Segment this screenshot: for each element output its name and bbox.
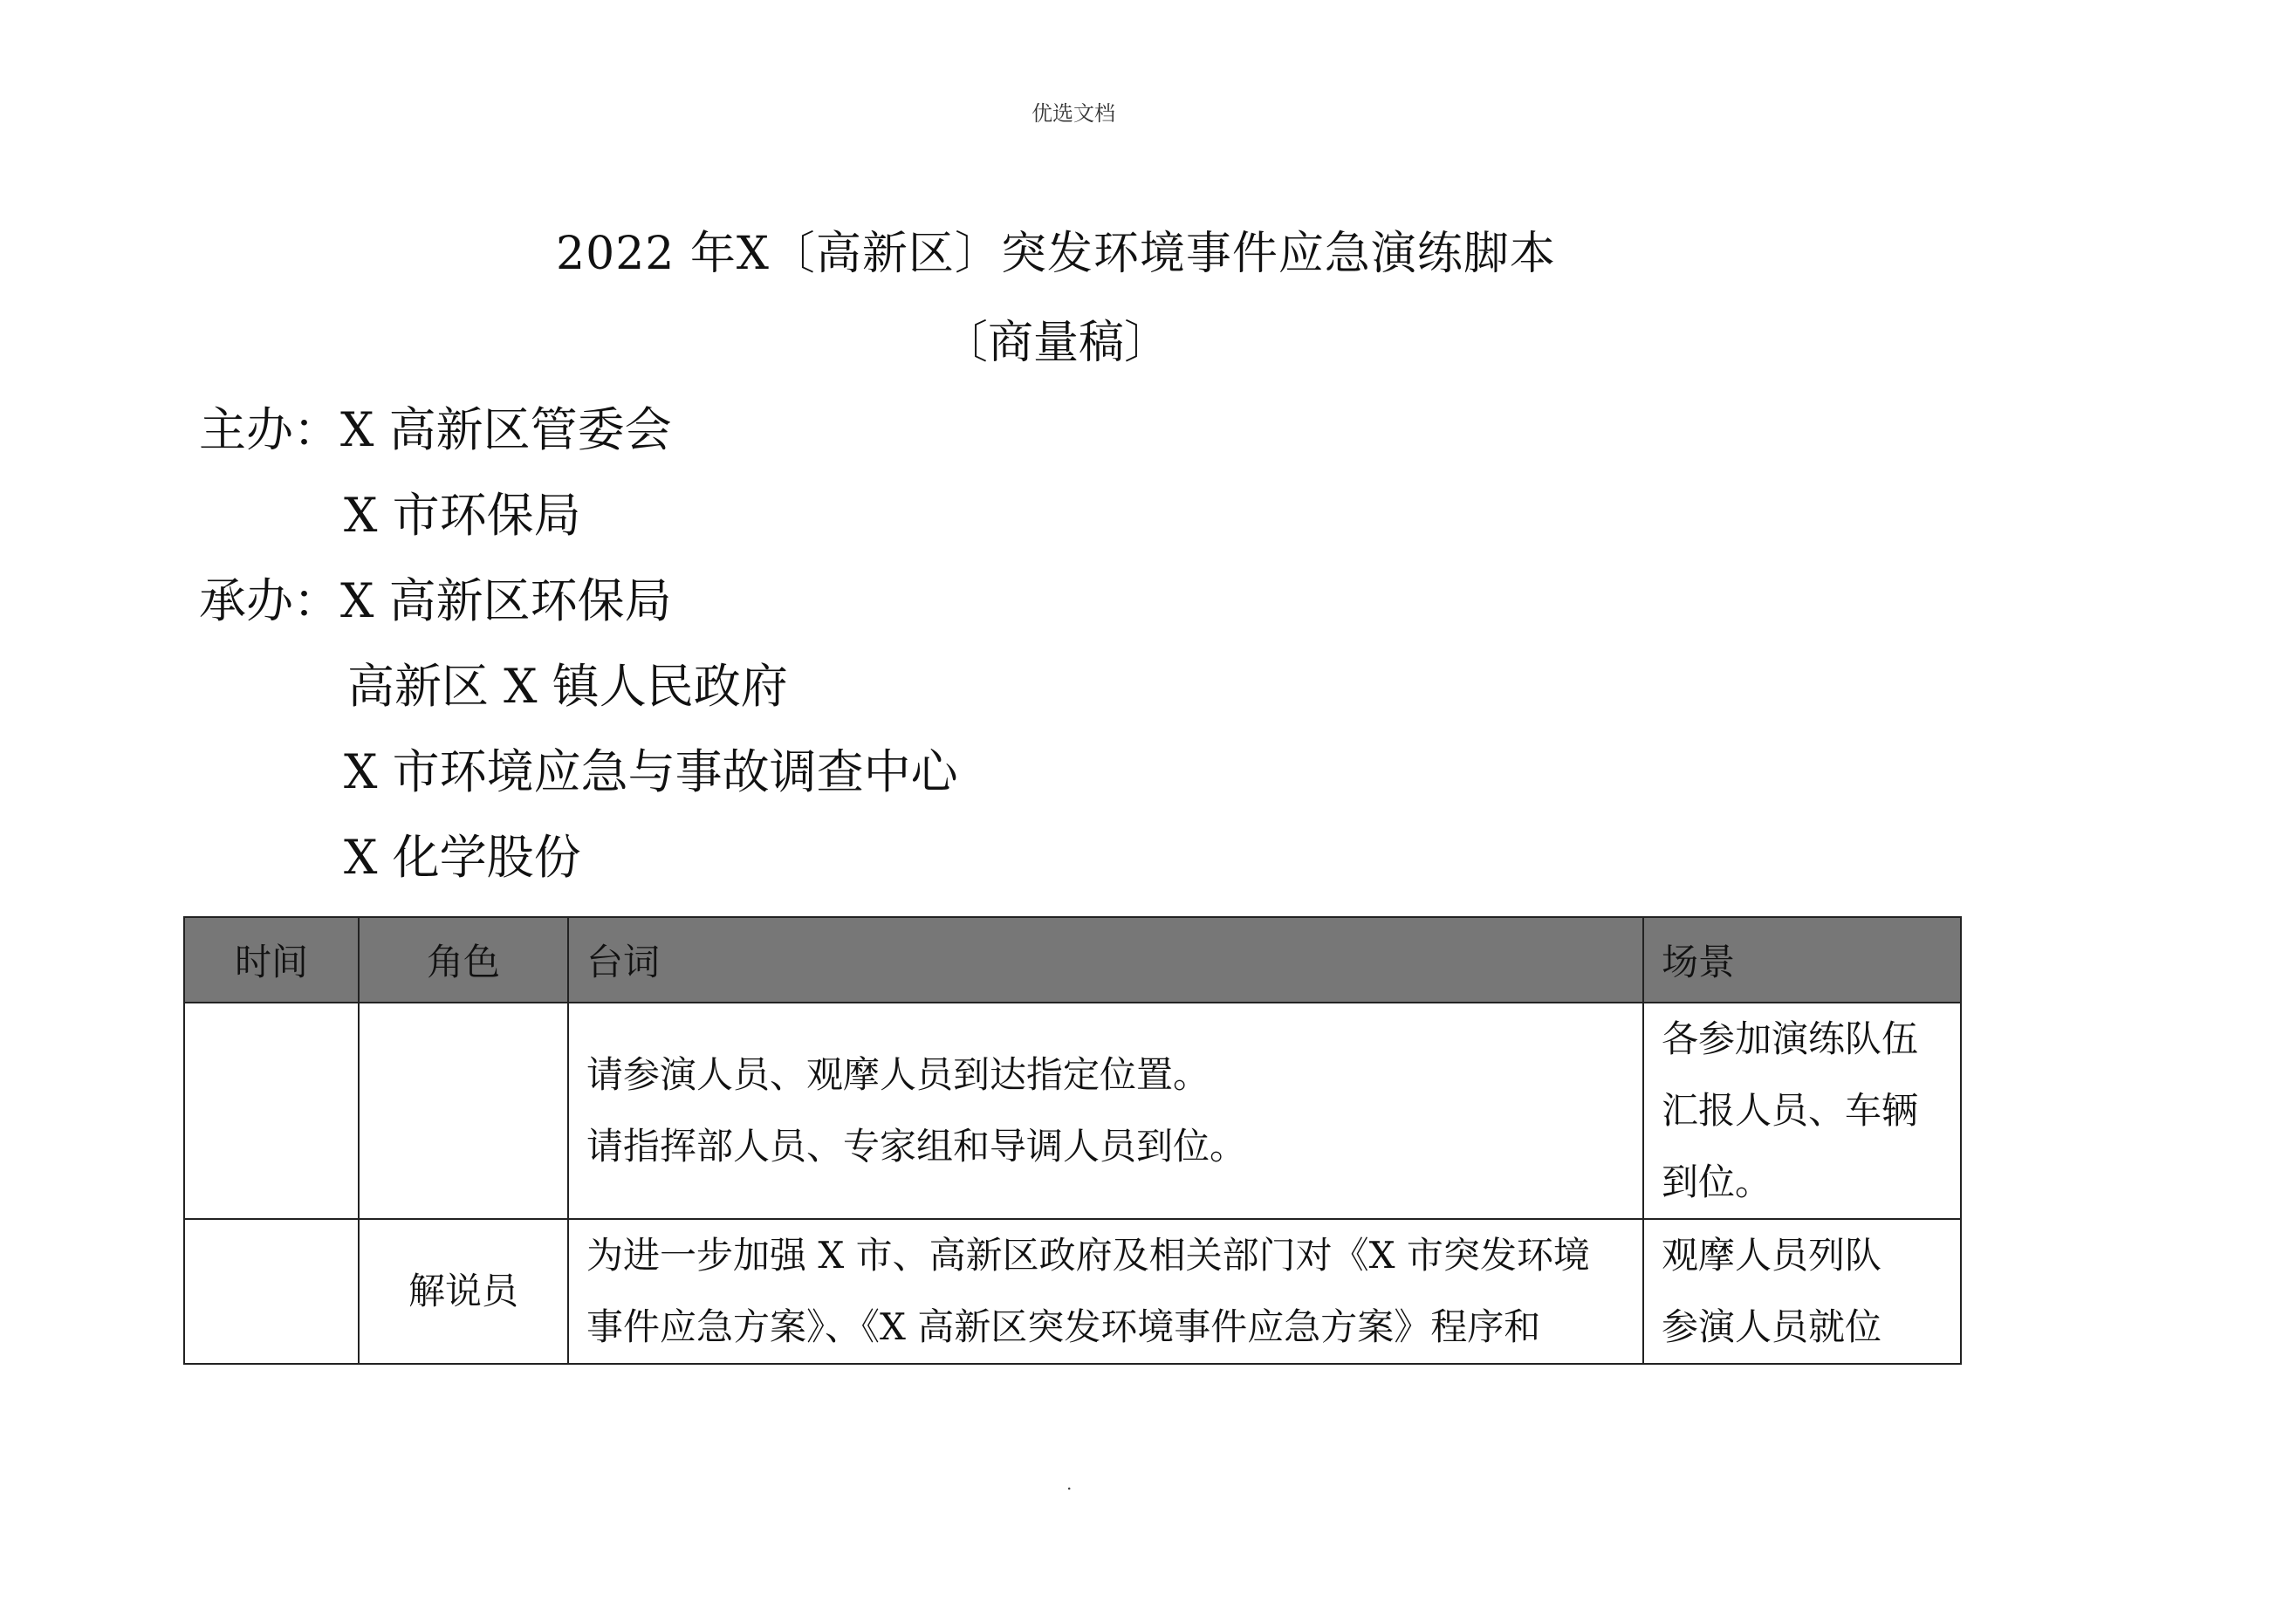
line-text: 事件应急方案》、《X 高新区突发环境事件应急方案》程序和: [586, 1305, 1541, 1348]
line-text: 请指挥部人员、专家组和导调人员到位。: [586, 1125, 1247, 1168]
undertake-line-2: [347, 649, 788, 716]
time-cell: [184, 1003, 359, 1219]
line-text: 为进一步加强 X 市、高新区政府及相关部门对《X 市突发环境: [586, 1234, 1590, 1277]
header-note: 优选文档: [1031, 101, 1115, 126]
scene-cell: [1643, 1219, 1961, 1364]
scene-text: 到位。: [1662, 1161, 1772, 1203]
line-text: 请参演人员、观摩人员到达指定位置。: [586, 1053, 1210, 1096]
scene-cell: [1643, 1003, 1961, 1219]
table-row: [184, 1219, 1961, 1364]
undertake-line-1: [199, 564, 672, 631]
time-cell: [184, 1219, 359, 1364]
undertake-org: X 化学股份: [344, 830, 581, 885]
header-role: 角色: [359, 917, 568, 1003]
lines-cell: [568, 1003, 1643, 1219]
document-subtitle: 〔商量稿〕: [942, 317, 1169, 369]
footer-mark: .: [1066, 1473, 1073, 1494]
host-label: 主办：: [199, 402, 340, 457]
scene-text: 参演人员就位: [1662, 1305, 1882, 1348]
undertake-label: 承办：: [199, 573, 340, 628]
header-time: 时间: [184, 917, 359, 1003]
document-title: 2022 年X〔高新区〕突发环境事件应急演练脚本: [556, 228, 1556, 280]
host-org: X 市环保局: [344, 488, 581, 543]
host-line-2: [344, 478, 581, 545]
scene-text: 观摩人员列队: [1662, 1234, 1882, 1277]
undertake-line-4: [344, 820, 581, 887]
scene-text: 汇报人员、车辆: [1662, 1089, 1919, 1132]
role-cell: 解说员: [359, 1219, 568, 1364]
header-scene: 场景: [1643, 917, 1961, 1003]
header-lines: 台词: [568, 917, 1643, 1003]
host-org: X 高新区管委会: [340, 402, 672, 457]
table-row: [184, 1003, 1961, 1219]
table-header-row: [184, 917, 1961, 1003]
script-table: [183, 916, 1962, 1365]
undertake-org: X 高新区环保局: [340, 573, 672, 628]
scene-text: 各参加演练队伍: [1662, 1017, 1919, 1060]
lines-cell: [568, 1219, 1643, 1364]
undertake-org: X 市环境应急与事故调查中心: [344, 744, 958, 799]
role-cell: [359, 1003, 568, 1219]
undertake-org: 高新区 X 镇人民政府: [347, 659, 788, 714]
host-line-1: [199, 393, 672, 460]
undertake-line-3: [344, 735, 958, 802]
